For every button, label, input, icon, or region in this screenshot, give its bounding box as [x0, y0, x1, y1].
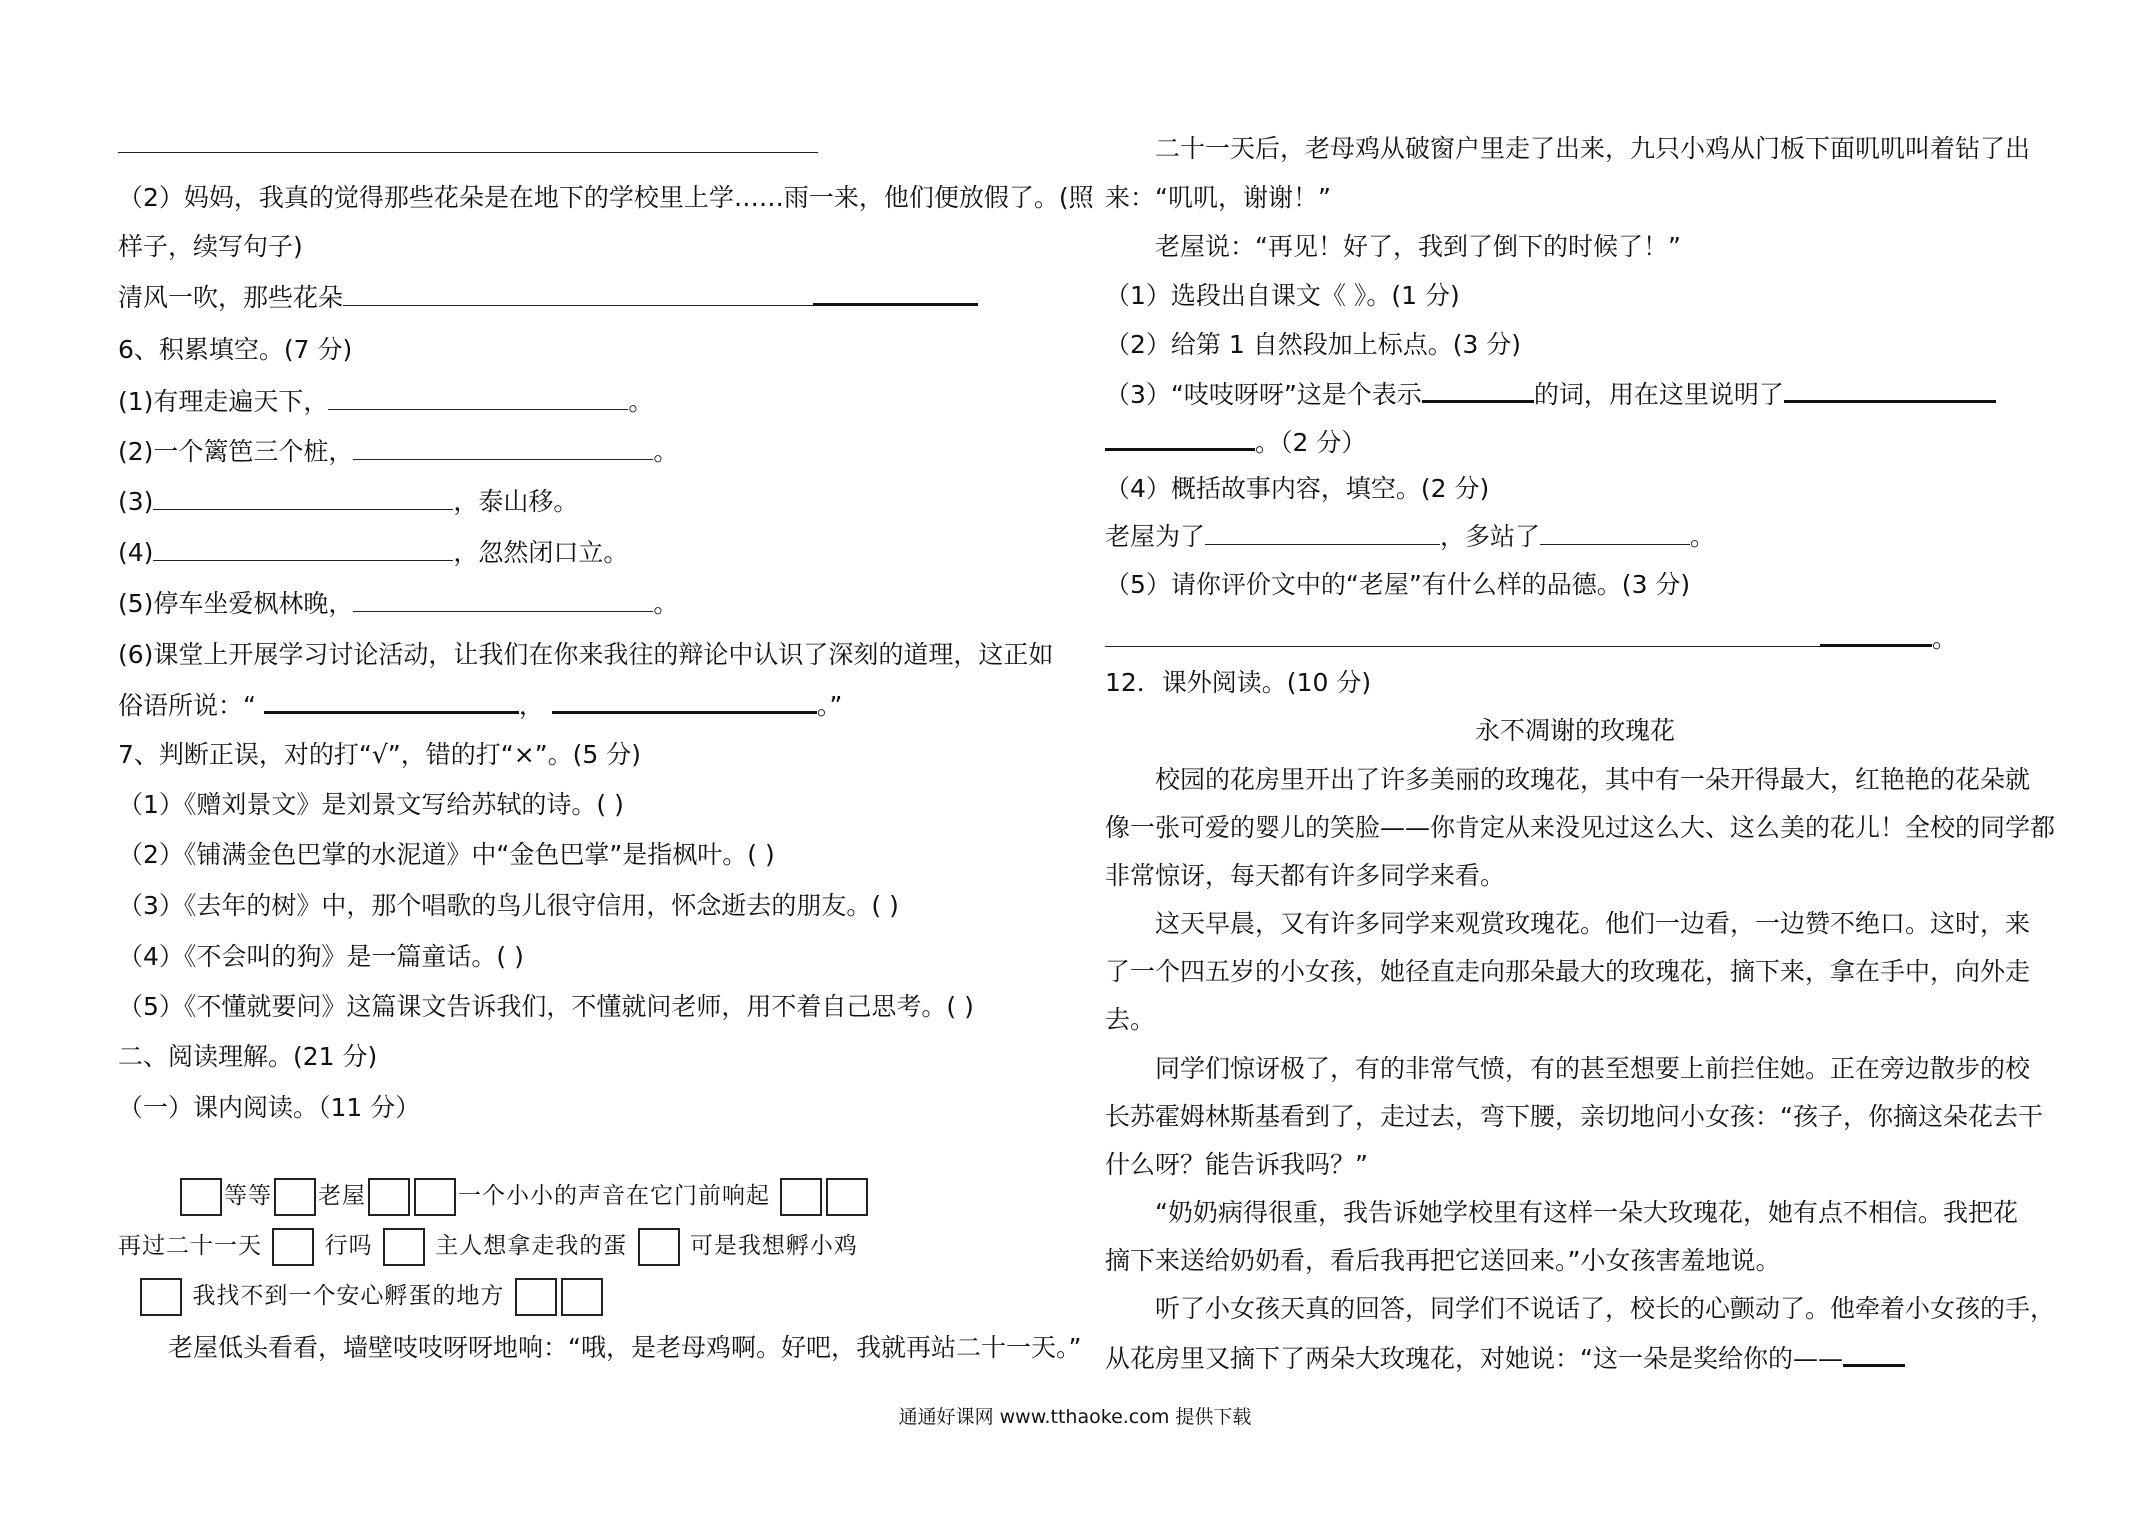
q4-prompt-a: 老屋为了 [1105, 522, 1206, 551]
q7-item-1[interactable]: （1）《赠刘景文》是刘景文写给苏轼的诗。( ) [118, 790, 624, 819]
story-p2-c: 去。 [1105, 1005, 1156, 1034]
punct-box[interactable] [180, 1178, 222, 1216]
q6-3-blank[interactable] [153, 485, 453, 510]
story-p2-a: 这天早晨，又有许多同学来观赏玫瑰花。他们一边看，一边赞不绝口。这时，来 [1155, 909, 2031, 938]
passage-last-line: 老屋低头看看，墙壁吱吱呀呀地响：“哦，是老母鸡啊。好吧，我就再站二十一天。” [168, 1333, 1082, 1362]
q12-title: 12．课外阅读。(10 分) [1105, 668, 1372, 697]
story-p4-a: “奶奶病得很重，我告诉她学校里有这样一朵大玫瑰花，她有点不相信。我把花 [1155, 1198, 2018, 1227]
q5-2-answer-blank[interactable] [343, 281, 813, 306]
punct-box[interactable] [515, 1278, 557, 1316]
hand-text: 一个小小的声音在它门前响起 [458, 1183, 770, 1209]
q5-end: 。 [1932, 624, 1958, 653]
q6-2-blank[interactable] [353, 435, 653, 460]
story-p1-b: 像一张可爱的婴儿的笑脸——你肯定从来没见过这么大、这么美的花儿！全校的同学都 [1105, 813, 2056, 842]
q5-2-answer-blank-b[interactable] [813, 279, 978, 306]
q6-1-blank[interactable] [328, 385, 628, 410]
q6-2 [118, 435, 678, 469]
q7-item-2[interactable]: （2）《铺满金色巴掌的水泥道》中“金色巴掌”是指枫叶。( ) [118, 840, 775, 869]
q6-5 [118, 587, 678, 621]
punct-box[interactable] [383, 1228, 425, 1266]
hand-text: 再过二十一天 [118, 1233, 262, 1259]
punct-box[interactable] [780, 1178, 822, 1216]
answer-line-top[interactable] [118, 128, 818, 162]
reading-q3-line-a [1105, 376, 1996, 412]
q6-5-end: 。 [653, 589, 679, 618]
punct-box[interactable] [368, 1178, 410, 1216]
q6-6-line-b [118, 687, 842, 723]
section-2-1-title: （一）课内阅读。（11 分） [118, 1093, 421, 1122]
q6-4-end: ，忽然闭口立。 [453, 538, 629, 567]
q6-5-blank[interactable] [353, 587, 653, 612]
q6-2-end: 。 [653, 437, 679, 466]
story-p3-b: 长苏霍姆林斯基看到了，走过去，弯下腰，亲切地问小女孩：“孩子，你摘这朵花去干 [1105, 1102, 2043, 1131]
q3-end: 。（2 分） [1255, 428, 1367, 457]
hand-text: 老屋 [318, 1183, 366, 1209]
q6-6-prompt: 俗语所说：“ [118, 691, 256, 720]
story-title: 永不凋谢的玫瑰花 [1474, 716, 1675, 745]
q6-6-line-a: (6)课堂上开展学习讨论活动，让我们在你来我往的辩论中认识了深刻的道理，这正如 [118, 640, 1054, 669]
q6-4 [118, 536, 628, 570]
q7-item-5[interactable]: （5）《不懂就要问》这篇课文告诉我们，不懂就问老师，用不着自己思考。( ) [118, 992, 974, 1021]
section-2-title: 二、阅读理解。(21 分) [118, 1042, 378, 1071]
q3-blank-b[interactable] [1784, 376, 1996, 403]
q4-end: 。 [1690, 522, 1716, 551]
q6-4-prompt: (4) [118, 538, 154, 567]
punct-box[interactable] [561, 1278, 603, 1316]
story-p3-a: 同学们惊讶极了，有的非常气愤，有的甚至想要上前拦住她。正在旁边散步的校 [1155, 1054, 2031, 1083]
q5-2-line-a: （2）妈妈，我真的觉得那些花朵是在地下的学校里上学……雨一来，他们便放假了。(照 [118, 183, 1094, 212]
q7-title: 7、判断正误，对的打“√”，错的打“×”。(5 分) [118, 740, 641, 769]
punct-box[interactable] [274, 1178, 316, 1216]
story-p3-c: 什么呀？能告诉我吗？” [1105, 1150, 1368, 1179]
reading-q3-line-b [1105, 424, 1366, 460]
q6-6-comma: ， [518, 691, 544, 720]
handwritten-line-3 [138, 1278, 605, 1316]
q5-blank-b[interactable] [1820, 620, 1932, 647]
q6-6-end: 。” [816, 691, 843, 720]
q6-1-end: 。 [628, 387, 654, 416]
q4-prompt-b: ，多站了 [1440, 522, 1541, 551]
q3-prompt-a: （3）“吱吱呀呀”这是个表示 [1105, 380, 1422, 409]
punct-box[interactable] [826, 1178, 868, 1216]
punct-box[interactable] [272, 1228, 314, 1266]
q6-6-blank-b[interactable] [552, 687, 817, 714]
q5-2-line-b: 样子，续写句子) [118, 232, 303, 261]
hand-text: 主人想拿走我的蛋 [435, 1233, 628, 1259]
passage-p1-b: 来：“叽叽，谢谢！” [1105, 183, 1331, 212]
reading-q1[interactable]: （1）选段出自课文《 》。(1 分) [1105, 281, 1460, 310]
hand-text: 我找不到一个安心孵蛋的地方 [192, 1283, 505, 1309]
reading-q2: （2）给第 1 自然段加上标点。(3 分) [1105, 330, 1522, 359]
handwritten-line-1 [178, 1178, 870, 1216]
q6-3 [118, 485, 578, 519]
story-p5-b-text: 从花房里又摘下了两朵大玫瑰花，对她说：“这一朵是奖给你的—— [1105, 1344, 1843, 1373]
q3-blank-a[interactable] [1422, 376, 1534, 403]
story-p4-b: 摘下来送给奶奶看，看后我再把它送回来。”小女孩害羞地说。 [1105, 1246, 1781, 1275]
q7-item-3[interactable]: （3）《去年的树》中，那个唱歌的鸟儿很守信用，怀念逝去的朋友。( ) [118, 891, 899, 920]
hand-text: 行吗 [324, 1233, 373, 1259]
q5-2-prompt: 清风一吹，那些花朵 [118, 283, 344, 312]
q6-1-prompt: (1)有理走遍天下， [118, 387, 329, 416]
story-p5-b [1105, 1340, 1905, 1376]
hand-text: 等等 [224, 1183, 272, 1209]
story-blank[interactable] [1843, 1340, 1905, 1367]
reading-q4-fill [1105, 520, 1715, 554]
q3-blank-c[interactable] [1105, 424, 1255, 451]
reading-q5-answer [1105, 620, 1957, 656]
reading-q5: （5）请你评价文中的“老屋”有什么样的品德。(3 分) [1105, 570, 1691, 599]
q4-blank-b[interactable] [1540, 520, 1690, 545]
q5-blank[interactable] [1105, 622, 1820, 647]
q6-1 [118, 385, 653, 419]
q5-2-line-c [118, 279, 978, 315]
reading-q4: （4）概括故事内容，填空。(2 分) [1105, 474, 1490, 503]
q6-6-blank-a[interactable] [264, 687, 519, 714]
q4-blank-a[interactable] [1205, 520, 1440, 545]
page-footer: 通通好课网 www.tthaoke.com 提供下载 [898, 1406, 1252, 1428]
story-p1-a: 校园的花房里开出了许多美丽的玫瑰花，其中有一朵开得最大，红艳艳的花朵就 [1155, 765, 2031, 794]
q6-4-blank[interactable] [153, 536, 453, 561]
q7-item-4[interactable]: （4）《不会叫的狗》是一篇童话。( ) [118, 942, 524, 971]
passage-p2: 老屋说：“再见！好了，我到了倒下的时候了！” [1155, 232, 1681, 261]
q6-3-end: ，泰山移。 [453, 487, 579, 516]
story-p2-b: 了一个四五岁的小女孩，她径直走向那朵最大的玫瑰花，摘下来，拿在手中，向外走 [1105, 957, 2031, 986]
punct-box[interactable] [140, 1278, 182, 1316]
q6-2-prompt: (2)一个篱笆三个桩， [118, 437, 354, 466]
handwritten-line-2 [118, 1228, 858, 1266]
q6-title: 6、积累填空。(7 分) [118, 335, 353, 364]
punct-box[interactable] [414, 1178, 456, 1216]
q3-prompt-b: 的词，用在这里说明了 [1533, 380, 1784, 409]
q6-3-prompt: (3) [118, 487, 154, 516]
passage-p1-a: 二十一天后，老母鸡从破窗户里走了出来，九只小鸡从门板下面叽叽叫着钻了出 [1155, 134, 2031, 163]
story-p1-c: 非常惊讶，每天都有许多同学来看。 [1105, 861, 1506, 890]
punct-box[interactable] [638, 1228, 680, 1266]
q6-5-prompt: (5)停车坐爱枫林晚， [118, 589, 354, 618]
story-p5-a: 听了小女孩天真的回答，同学们不说话了，校长的心颤动了。他牵着小女孩的手， [1155, 1294, 2056, 1323]
hand-text: 可是我想孵小鸡 [689, 1233, 858, 1259]
